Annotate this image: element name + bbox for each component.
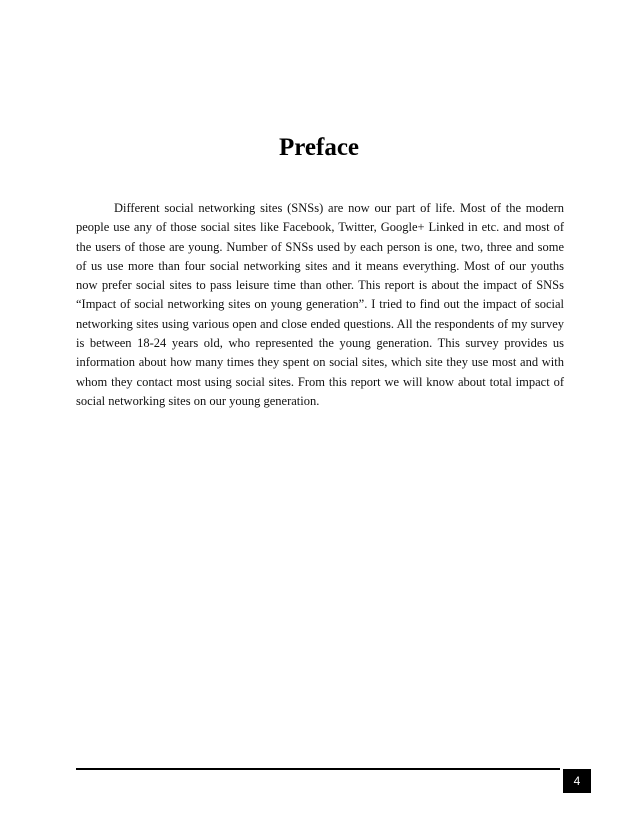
page-number-badge: 4 bbox=[563, 769, 591, 793]
page-title: Preface bbox=[278, 134, 360, 161]
preface-paragraph: Different social networking sites (SNSs) are now our part of life. Most of the modern people use any of those social sites like Facebook, Twitter, Google+ Linked in etc. and most of the users of those are young. Number of SNSs used by each person is one, two, three and some of us use more than four social networking sites and it means everything. Most of our youths now prefer social sites to pass leisure time than other. This report is about the impact of SNSs “Impact of social networking sites on young generation”. I tried to find out the impact of social networking sites using various open and close ended questions. All the respondents of my survey is between 18-24 years old, who represented the young generation. This survey provides us information about how many times they spent on social sites, which site they use most and with whom they contact most using social sites. From this report we will know about total impact of social networking sites on our young generation. bbox=[76, 201, 564, 408]
footer-divider bbox=[76, 768, 560, 770]
